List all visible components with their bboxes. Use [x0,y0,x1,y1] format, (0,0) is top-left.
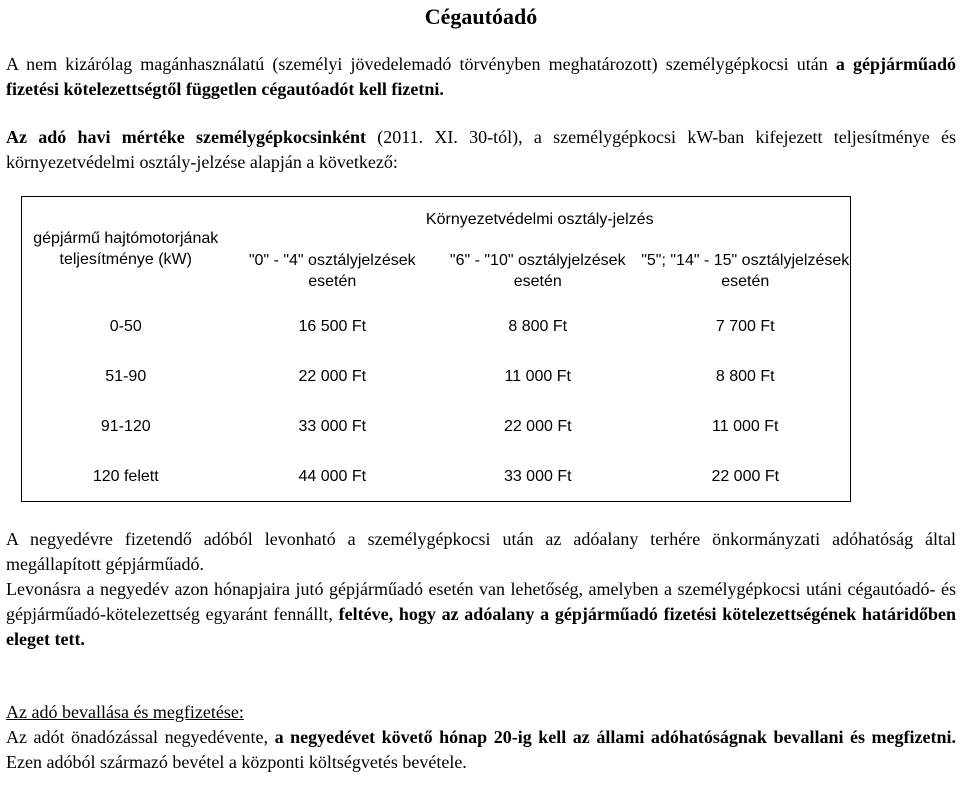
power-cell: 91-120 [22,401,230,451]
table-row [22,351,851,401]
rate-text: (2011. XI. 30-tól), a személygépkocsi kW-ban kifejezett teljesítménye és környezetvédelmi osztály-jelzése alapján a következő: [6,127,956,172]
deduction-paragraph-1: A negyedévre fizetendő adóból levonható a személygépkocsi után az adóalany terhére önkormányzati adóhatóság által megállapított gépjárműadó. [6,529,956,574]
power-header: gépjármű hajtómotorjának teljesítménye (kW) [22,197,230,302]
col-header-1: "0" - "4" osztályjelzések esetén [248,252,416,290]
rate-bold-text: Az adó havi mértéke személygépkocsinként [6,127,366,147]
rate-cell: 33 000 Ft [435,451,640,502]
intro-text: A nem kizárólag magánhasználatú (személyi jövedelemadó törvényben meghatározott) személygépkocsi után [6,54,836,74]
rate-cell: 8 800 Ft [508,317,568,335]
deduction-text: Levonásra a negyedév azon hónapjaira jutó gépjárműadó esetén van lehetőség, amelyben a személygépkocsi utáni cégautóadó- és gépjárműadó-kötelezettség egyaránt fennállt, [6,579,956,624]
table-row [22,301,851,351]
power-cell: 51-90 [22,351,230,401]
document-title: Cégautóadó [424,4,538,29]
filing-bold-text: a negyedévet követő hónap 20-ig kell az állami adóhatóságnak bevallani és megfizetni. [274,727,956,747]
rate-cell: 16 500 Ft [298,317,367,335]
rate-cell: 11 000 Ft [640,401,850,451]
table-row [22,451,851,502]
document-page [6,0,956,775]
filing-text-2: Ezen adóból származó bevétel a központi költségvetés bevétele. [6,752,467,772]
rate-paragraph [6,125,956,175]
filing-paragraph [6,725,956,775]
rate-cell: 22 000 Ft [503,417,572,435]
rate-cell: 33 000 Ft [298,417,367,435]
rate-cell: 8 800 Ft [640,351,850,401]
rate-cell: 7 700 Ft [640,301,850,351]
intro-bold-text: a gépjárműadó fizetési kötelezettségtől független cégautóadót kell fizetni. [6,54,956,99]
deduction-paragraph-2 [6,577,956,652]
deduction-bold-text: feltéve, hogy az adóalany a gépjárműadó fizetési kötelezettségének határidőben eleget tett. [6,604,957,649]
power-cell: 120 felett [22,451,230,502]
rate-cell: 22 000 Ft [640,451,850,502]
filing-heading: Az adó bevallása és megfizetése: [6,702,244,722]
intro-paragraph [6,52,956,102]
rate-cell: 44 000 Ft [230,451,435,502]
rate-cell: 22 000 Ft [298,367,367,385]
table-row [22,401,851,451]
tax-rate-table [21,196,851,502]
filing-text-1: Az adót önadózással negyedévente, [6,727,275,747]
power-cell: 0-50 [22,301,230,351]
rate-cell: 11 000 Ft [504,367,571,385]
env-class-header: Környezetvédelmi osztály-jelzés [230,197,851,242]
col-header-3: "5"; "14" - 15" osztályjelzések esetén [640,241,850,301]
col-header-2: "6" - "10" osztályjelzések esetén [449,252,626,290]
